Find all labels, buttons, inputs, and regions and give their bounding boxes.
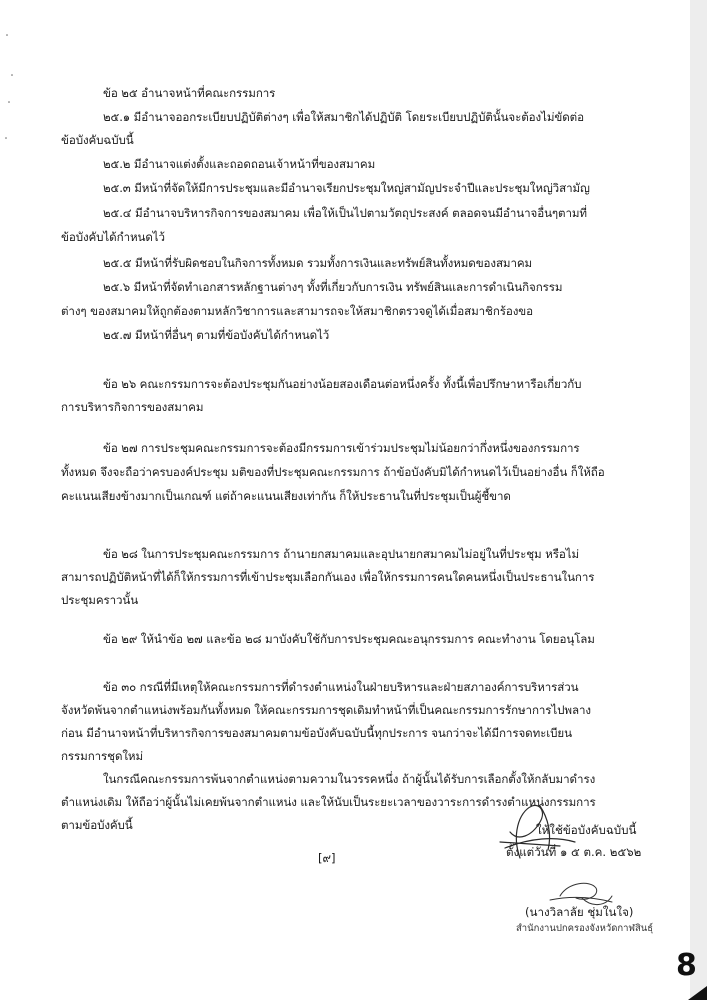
certification-line-1: ให้ใช้ข้อบังคับฉบับนี้ [536,823,637,837]
clause-30-para-2-cont-2: ตามข้อบังคับนี้ [61,818,133,832]
clause-28-cont-1: สามารถปฏิบัติหน้าที่ได้ก็ให้กรรมการที่เข้าประชุมเลือกกันเอง เพื่อให้กรรมการคนใดคนหนึ่งเป็นประธานในการ [61,570,595,584]
clause-30: ข้อ ๓๐ กรณีที่มีเหตุให้คณะกรรมการที่ดำรงตำแหน่งในฝ่ายบริหารและฝ่ายสภาองค์การบริหารส่วน [103,680,579,694]
clause-27: ข้อ ๒๗ การประชุมคณะกรรมการจะต้องมีกรรมการเข้าร่วมประชุมไม่น้อยกว่ากึ่งหนึ่งของกรรมการ [103,441,580,455]
clause-30-cont-3: กรรมการชุดใหม่ [61,749,144,763]
scan-edge-marks [0,0,20,200]
scan-margin-strip [690,0,707,1000]
clause-30-cont-2: ก่อน มีอำนาจหน้าที่บริหารกิจการของสมาคมตามข้อบังคับฉบับนี้ทุกประการ จนกว่าจะได้มีการจดทะเบียน [61,726,572,740]
clause-25-5: ๒๕.๕ มีหน้าที่รับผิดชอบในกิจการทั้งหมด รวมทั้งการเงินและทรัพย์สินทั้งหมดของสมาคม [103,256,533,270]
clause-25-1-cont: ข้อบังคับฉบับนี้ [61,133,134,147]
page-badge: 8 [676,948,697,983]
signer-name: (นางวิลาลัย ชุ่มในใจ) [525,905,634,919]
clause-28: ข้อ ๒๘ ในการประชุมคณะกรรมการ ถ้านายกสมาคมและอุปนายกสมาคมไม่อยู่ในที่ประชุม หรือไม่ [103,547,579,561]
clause-30-para-2-cont-1: ตำแหน่งเดิม ให้ถือว่าผู้นั้นไม่เคยพ้นจากตำแหน่ง และให้นับเป็นระยะเวลาของวาระการดำรงตำแหน่งกรรมการ [61,795,596,809]
clause-25-4-cont: ข้อบังคับได้กำหนดไว้ [61,230,165,244]
clause-25-7: ๒๕.๗ มีหน้าที่อื่นๆ ตามที่ข้อบังคับได้กำหนดไว้ [103,328,330,342]
clause-30-cont-1: จังหวัดพ้นจากตำแหน่งพร้อมกันทั้งหมด ให้คณะกรรมการชุดเดิมทำหน้าที่เป็นคณะกรรมการรักษาการไปพลาง [61,703,591,717]
certification-date-line: ตั้งแต่วันที่ ๑ ๕ ต.ค. ๒๕๖๒ [506,845,642,859]
clause-29: ข้อ ๒๙ ให้นำข้อ ๒๗ และข้อ ๒๘ มาบังคับใช้กับการประชุมคณะอนุกรรมการ คณะทำงาน โดยอนุโลม [103,632,595,646]
clause-25-6-cont: ต่างๆ ของสมาคมให้ถูกต้องตามหลักวิชาการและสามารถจะให้สมาชิกตรวจดูได้เมื่อสมาชิกร้องขอ [61,304,533,318]
clause-25-6: ๒๕.๖ มีหน้าที่จัดทำเอกสารหลักฐานต่างๆ ทั้งที่เกี่ยวกับการเงิน ทรัพย์สินและการดำเนินกิจกรรม [103,280,563,294]
clause-26-cont: การบริหารกิจการของสมาคม [61,400,204,414]
clause-25-4: ๒๕.๔ มีอำนาจบริหารกิจการของสมาคม เพื่อให้เป็นไปตามวัตถุประสงค์ ตลอดจนมีอำนาจอื่นๆตามที่ [103,206,587,220]
clause-28-cont-2: ประชุมคราวนั้น [61,593,139,607]
clause-27-cont-1: ทั้งหมด จึงจะถือว่าครบองค์ประชุม มติของที่ประชุมคณะกรรมการ ถ้าข้อบังคับมิได้กำหนดไว้เป็นอย่างอื่น ก็ให้ถือ [61,465,605,479]
corner-triangle-icon [688,986,707,1000]
clause-25-1: ๒๕.๑ มีอำนาจออกระเบียบปฏิบัติต่างๆ เพื่อให้สมาชิกได้ปฏิบัติ โดยระเบียบปฏิบัตินั้นจะต้องไม่ขัดต่อ [103,110,584,124]
clause-30-para-2: ในกรณีคณะกรรมการพ้นจากตำแหน่งตามความในวรรคหนึ่ง ถ้าผู้นั้นได้รับการเลือกตั้งให้กลับมาดำรง [103,772,596,786]
clause-27-cont-2: คะแนนเสียงข้างมากเป็นเกณฑ์ แต่ถ้าคะแนนเสียงเท่ากัน ก็ให้ประธานในที่ประชุมเป็นผู้ชี้ขาด [61,489,511,503]
clause-25-heading: ข้อ ๒๕ อำนาจหน้าที่คณะกรรมการ [103,86,276,100]
page-number: [๙] [318,851,336,865]
signer-office: สำนักงานปกครองจังหวัดกาฬสินธุ์ [516,923,654,934]
clause-26: ข้อ ๒๖ คณะกรรมการจะต้องประชุมกันอย่างน้อยสองเดือนต่อหนึ่งครั้ง ทั้งนี้เพื่อปรึกษาหารือเกี่ยวกับ [103,377,582,391]
clause-25-2: ๒๕.๒ มีอำนาจแต่งตั้งและถอดถอนเจ้าหน้าที่ของสมาคม [103,157,376,171]
clause-25-3: ๒๕.๓ มีหน้าที่จัดให้มีการประชุมและมีอำนาจเรียกประชุมใหญ่สามัญประจำปีและประชุมใหญ่วิสามัญ [103,181,590,195]
